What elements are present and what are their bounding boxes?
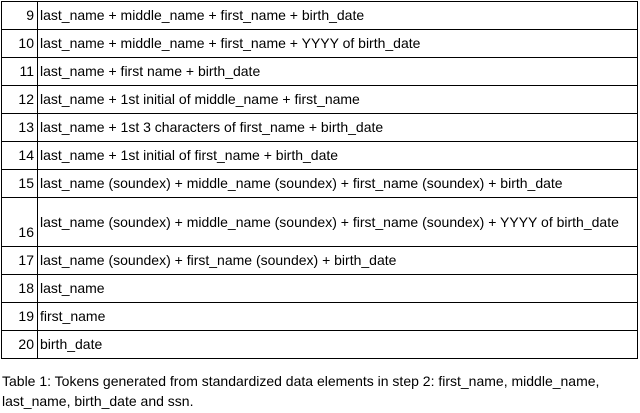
table-row <box>2 30 638 58</box>
table-row <box>2 331 638 359</box>
row-number: 12 <box>2 86 38 114</box>
row-number: 14 <box>2 142 38 170</box>
tokens-table-body <box>2 2 638 359</box>
token-definition: last_name (soundex) + middle_name (soundex) + first_name (soundex) + YYYY of birth_date <box>38 198 638 247</box>
token-definition: last_name + 1st 3 characters of first_name + birth_date <box>38 114 638 142</box>
row-number: 9 <box>2 2 38 30</box>
row-number: 10 <box>2 30 38 58</box>
table-row <box>2 58 638 86</box>
row-number: 19 <box>2 303 38 331</box>
tokens-table <box>1 1 638 359</box>
table-row <box>2 170 638 198</box>
row-number: 16 <box>2 198 38 247</box>
table-row <box>2 303 638 331</box>
row-number: 13 <box>2 114 38 142</box>
token-definition: last_name + first name + birth_date <box>38 58 638 86</box>
row-number: 17 <box>2 247 38 275</box>
token-definition: last_name + middle_name + first_name + birth_date <box>38 2 638 30</box>
token-definition: last_name + middle_name + first_name + YYYY of birth_date <box>38 30 638 58</box>
row-number: 20 <box>2 331 38 359</box>
table-row <box>2 86 638 114</box>
table-caption: Table 1: Tokens generated from standardized data elements in step 2: first_name, middle_name, last_name, birth_date and ssn. <box>2 373 600 409</box>
table-row <box>2 198 638 247</box>
table-row <box>2 142 638 170</box>
table-row <box>2 275 638 303</box>
token-definition: first_name <box>38 303 638 331</box>
token-definition: last_name + 1st initial of first_name + birth_date <box>38 142 638 170</box>
token-definition: last_name (soundex) + first_name (soundex) + birth_date <box>38 247 638 275</box>
table-row <box>2 114 638 142</box>
row-number: 15 <box>2 170 38 198</box>
token-definition: last_name <box>38 275 638 303</box>
row-number: 11 <box>2 58 38 86</box>
token-definition: last_name + 1st initial of middle_name + first_name <box>38 86 638 114</box>
token-definition: birth_date <box>38 331 638 359</box>
row-number: 18 <box>2 275 38 303</box>
table-row <box>2 2 638 30</box>
table-row <box>2 247 638 275</box>
token-definition: last_name (soundex) + middle_name (soundex) + first_name (soundex) + birth_date <box>38 170 638 198</box>
